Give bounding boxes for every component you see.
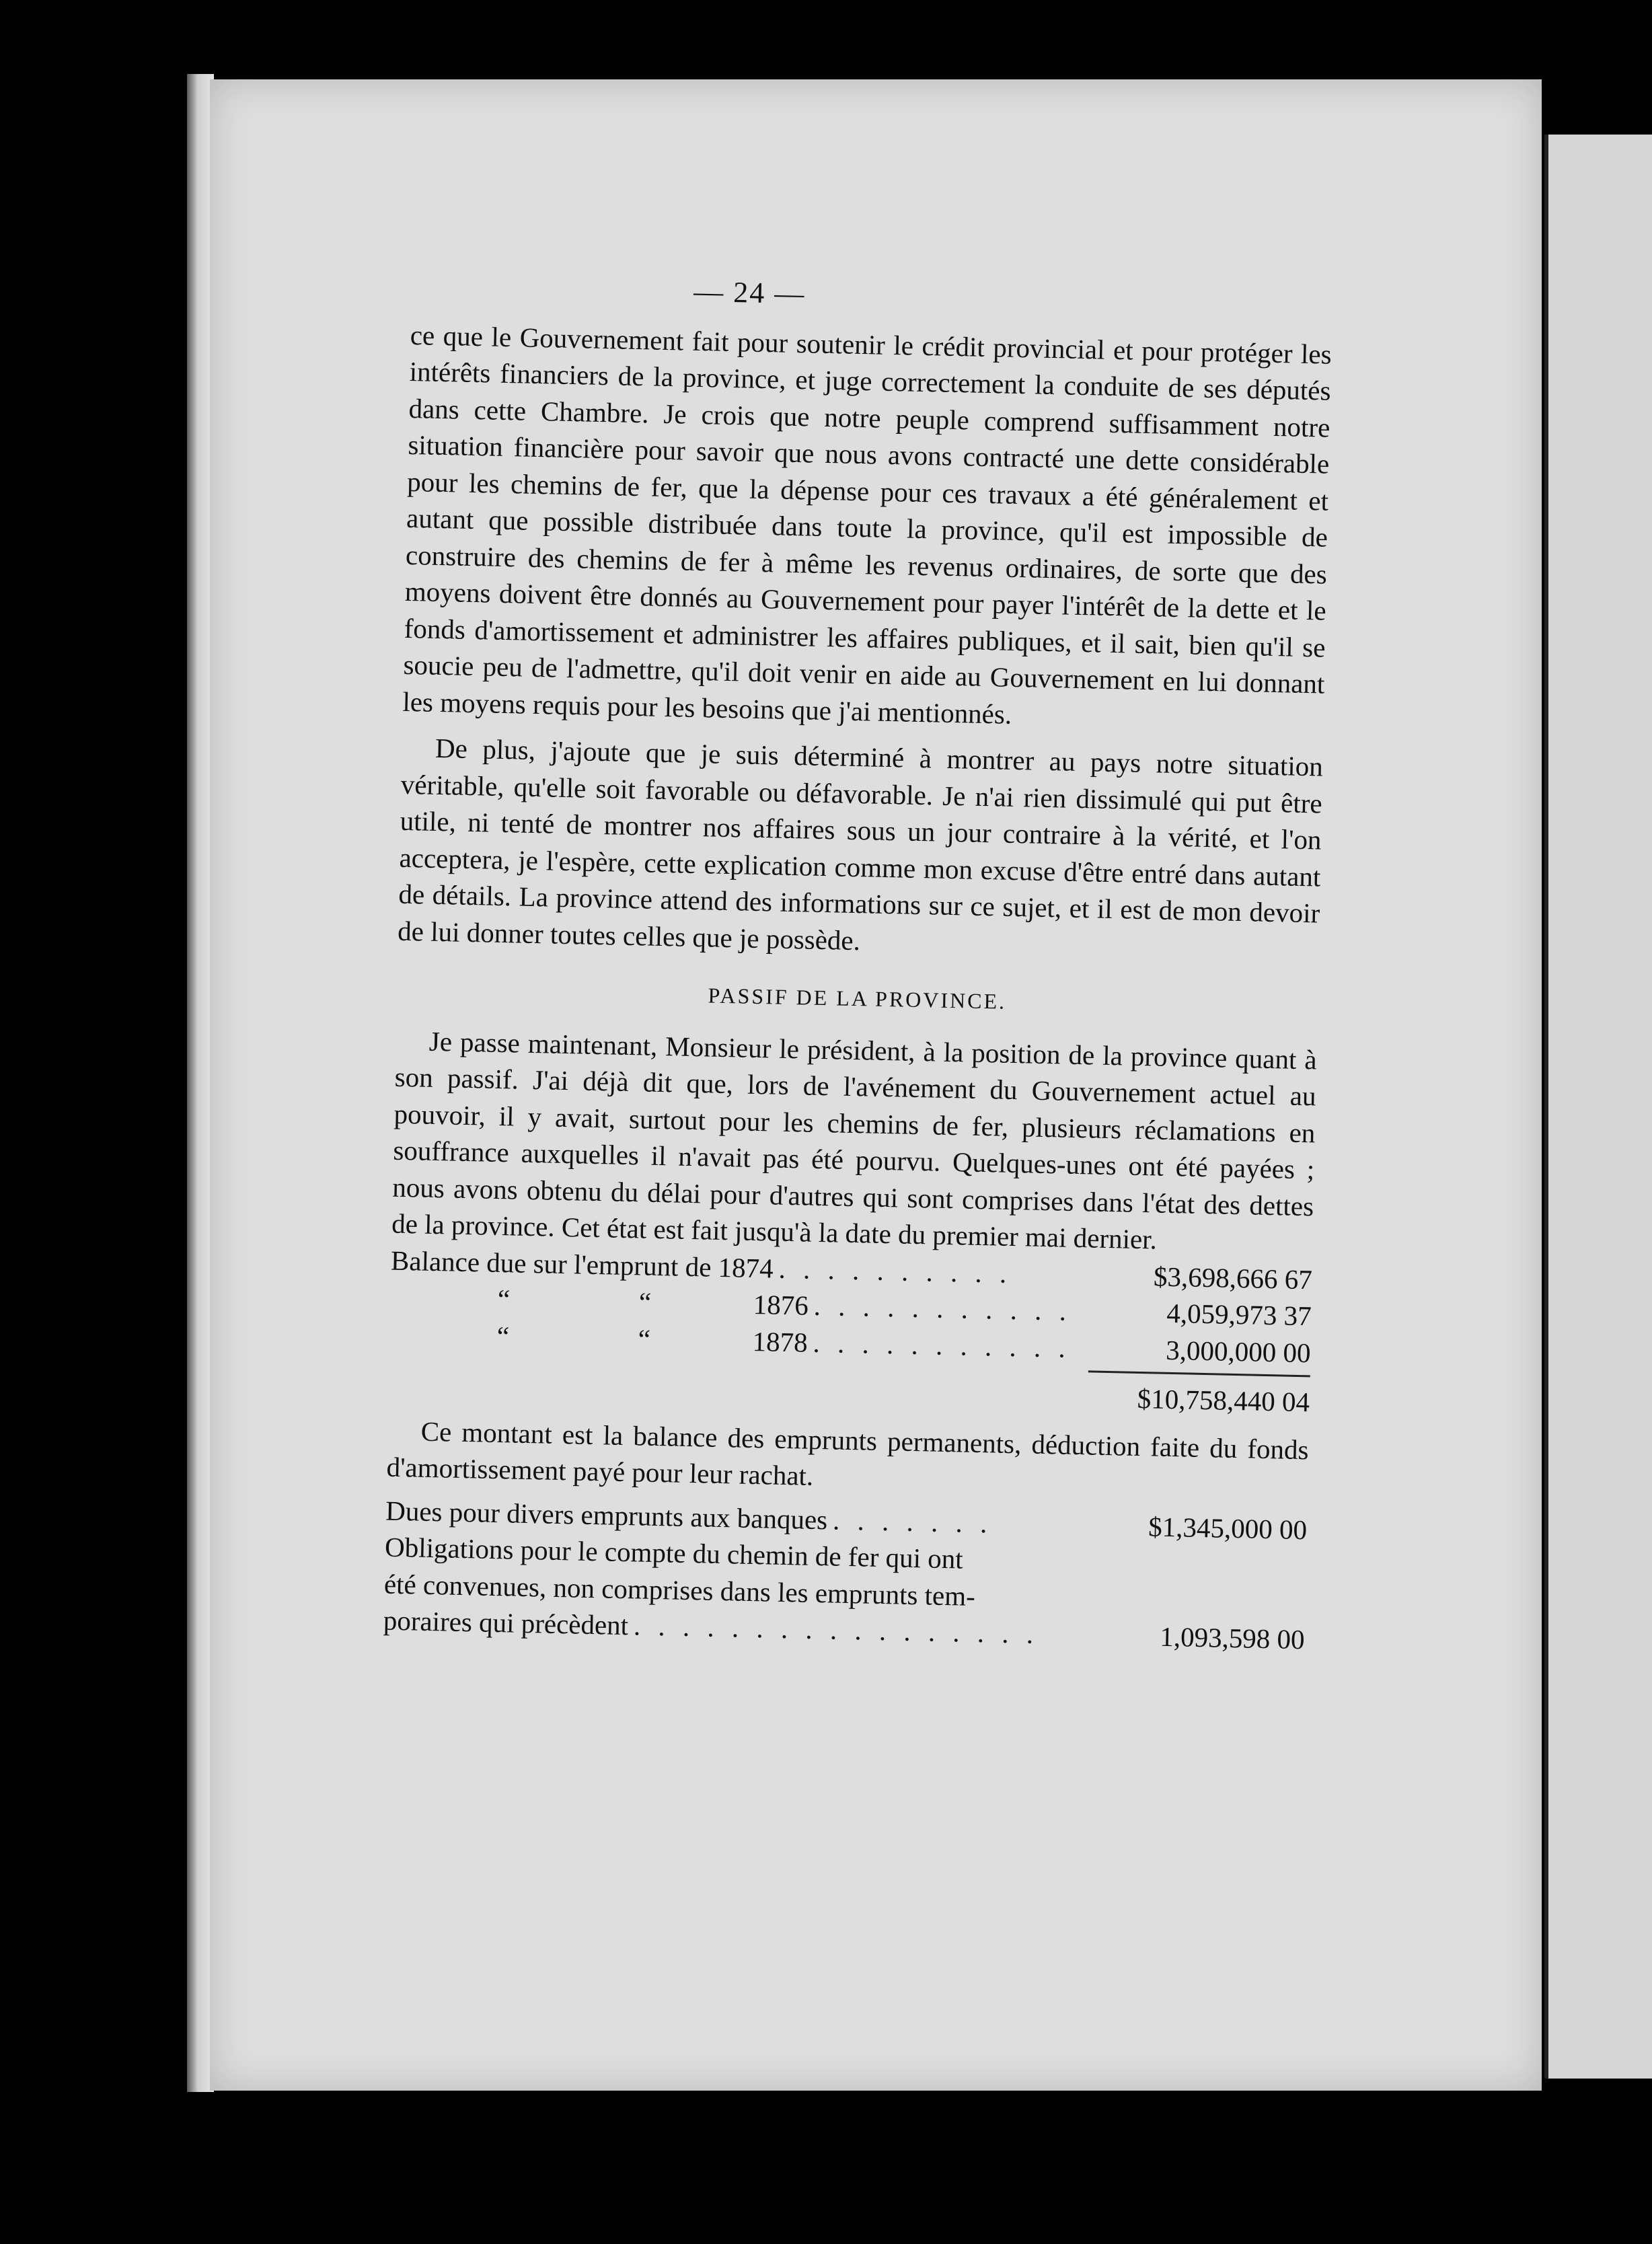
loan-amount: $3,698,666 67 (1153, 1260, 1313, 1295)
ditto-mark: “ (638, 1286, 652, 1318)
page-number: — 24 — (693, 274, 806, 311)
leader-dots: . . . . . . . . . . . . . . . . . (633, 1610, 1039, 1649)
loan-year: 1878 (752, 1325, 809, 1358)
bank-loans-label: Dues pour divers emprunts aux banques (385, 1495, 828, 1535)
loans-table (388, 1242, 1313, 1421)
section-paragraph: Je passe maintenant, Monsieur le président, à la position de la province quant à son passif. J'ai déjà dit que, lors de l'avénement du Gouvernement actuel au pouvoir, il y avait, surtout pour les chemins de fer, plusieurs réclamations en souffrance auxquelles il n'avait pas été pourvu. Quelques-unes ont été payées ; nous avons obtenu du délai pour d'autres qui sont comprises dans l'état des dettes de la province. Cet état est fait jusqu'à la date du premier mai dernier. (391, 1025, 1318, 1255)
paragraph-1: ce que le Gouvernement fait pour soutenir le crédit provincial et pour protéger les intérêts financiers de la province, et juge correctement la conduite de ses députés dans cette Chambre. Je crois que notre peuple comprend suffisamment notre situation financière pour savoir que nous avons contracté une dette considérable pour les chemins de fer, que la dépense pour ces travaux a été généralement et autant que possible distribuée dans toute la province, qu'il est impossible de construire des chemins de fer à même les revenus ordinaires, de sorte que des moyens doivent être donnés au Gouvernement pour payer l'intérêt de la dette et le fonds d'amortissement et administrer les affaires publiques, et il sait, bien qu'il se soucie peu de l'admettre, qu'il doit venir en aide au Gouvernement en lui donnant les moyens requis pour les besoins que j'ai mentionnés. (402, 319, 1332, 730)
paragraph-2: De plus, j'ajoute que je suis déterminé à montrer au pays notre situation véritable, qu'elle soit favorable ou défavorable. Je n'ai rien dissimulé qui put être utile, ni tenté de montrer nos affaires sous un jour contraire à la vérité, et l'on acceptera, je l'espère, cette explication comme mon excuse d'être entré dans autant de détails. La province attend des informations sur ce sujet, et il est de mon devoir de lui donner toutes celles que je possède. (397, 732, 1324, 956)
section-heading: PASSIF DE LA PROVINCE. (708, 983, 1007, 1014)
leader-dots: . . . . . . . . . . (778, 1252, 1012, 1289)
loan-label: Balance due sur l'emprunt de 1874 (390, 1244, 774, 1284)
next-page-edge (1544, 135, 1652, 2079)
loan-amount: 4,059,973 37 (1166, 1297, 1312, 1332)
leader-dots: . . . . . . . . . . . (813, 1289, 1072, 1326)
page-text (383, 268, 1332, 1658)
loans-total: $10,758,440 04 (1137, 1382, 1310, 1418)
railway-obligations-line: été convenues, non comprises dans les emprunts tem- (383, 1568, 976, 1612)
ditto-mark: “ (638, 1322, 651, 1355)
leader-dots: . . . . . . . (832, 1504, 993, 1538)
ditto-mark: “ (496, 1320, 510, 1351)
railway-obligations-line: Obligations pour le compte du chemin de fer qui ont (384, 1531, 964, 1575)
after-total-paragraph: Ce montant est la balance des emprunts permanents, déduction faite du fonds d'amortissement payé pour leur rachat. (386, 1415, 1309, 1491)
loan-year: 1876 (753, 1288, 809, 1321)
total-rule (1088, 1370, 1310, 1377)
railway-obligations-row (383, 1529, 1306, 1658)
book-page (210, 79, 1542, 2091)
railway-obligations-amount: 1,093,598 00 (1159, 1620, 1306, 1655)
bank-loans-amount: $1,345,000 00 (1148, 1510, 1308, 1545)
railway-obligations-line: poraires qui précèdent (383, 1604, 629, 1641)
leader-dots: . . . . . . . . . . . (813, 1326, 1072, 1363)
ditto-mark: “ (497, 1283, 511, 1315)
loan-amount: 3,000,000 00 (1165, 1334, 1311, 1368)
